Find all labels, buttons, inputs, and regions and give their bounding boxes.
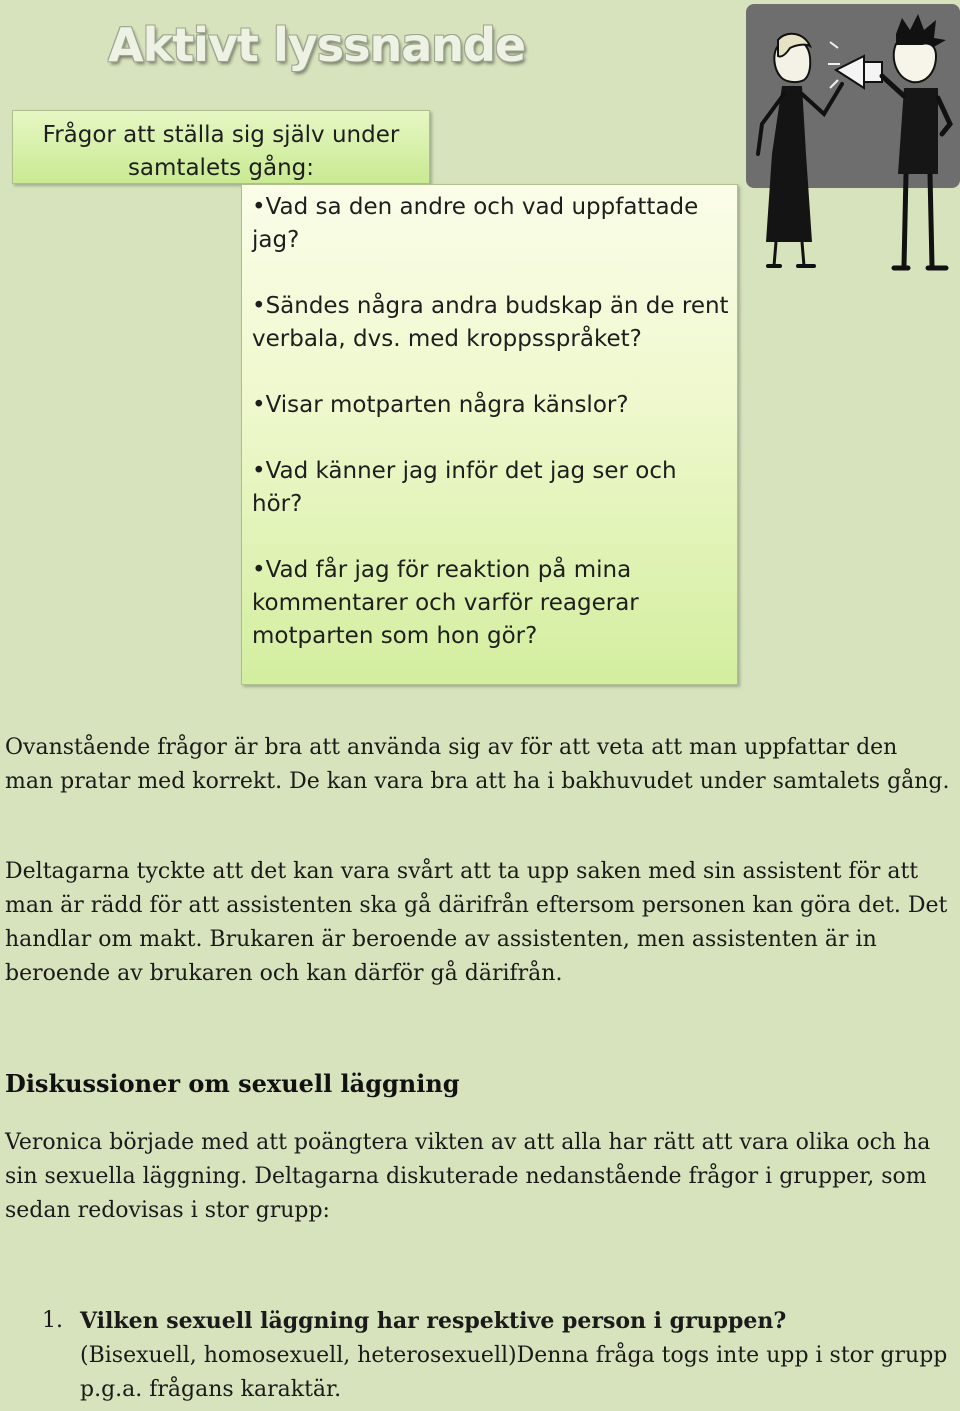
self-question-item: •Vad får jag för reaktion på mina kommentarer och varför reagerar motparten som hon gör?: [252, 557, 639, 649]
list-item-note: (Bisexuell, homosexuell, heterosexuell)Denna fråga togs inte upp i stor grupp p.g.a. frågans karaktär.: [80, 1343, 948, 1402]
list-item: [0, 1304, 955, 1407]
discussion-question-list: [0, 1304, 955, 1407]
paragraph-intro: Ovanstående frågor är bra att använda sig av för att veta att man uppfattar den man pratar med korrekt. De kan vara bra att ha i bakhuvudet under samtalets gång.: [5, 735, 950, 794]
slide-title: Aktivt lyssnande: [108, 18, 526, 72]
self-question-item: •Vad sa den andre och vad uppfattade jag?: [252, 194, 699, 253]
list-item-number: 1.: [42, 1308, 63, 1333]
section-heading: Diskussioner om sexuell läggning: [5, 1069, 460, 1098]
paragraph-discussion: Veronica började med att poängtera vikten av att alla har rätt att vara olika och ha sin sexuella läggning. Deltagarna diskuterade nedanstående frågor i grupper, som sedan redovisas i stor grupp:: [5, 1130, 931, 1223]
questions-header-box: Frågor att ställa sig själv under samtalets gång:: [12, 110, 430, 184]
self-question-item: •Sändes några andra budskap än de rent verbala, dvs. med kroppsspråket?: [252, 293, 729, 352]
self-question-item: •Visar motparten några känslor?: [252, 392, 629, 418]
self-questions-list: [252, 191, 729, 653]
questions-box: [241, 184, 738, 685]
self-question-item: •Vad känner jag inför det jag ser och hör?: [252, 458, 677, 517]
two-people-megaphone-icon: [746, 4, 960, 272]
paragraph-power: Deltagarna tyckte att det kan vara svårt att ta upp saken med sin assistent för att man är rädd för att assistenten ska gå därifrån eftersom personen kan göra det. Det handlar om makt. Brukaren är beroende av assistenten, men assistenten är in beroende av brukaren och kan därför gå därifrån.: [5, 859, 948, 986]
list-item-question: Vilken sexuell läggning har respektive person i gruppen?: [80, 1308, 787, 1334]
